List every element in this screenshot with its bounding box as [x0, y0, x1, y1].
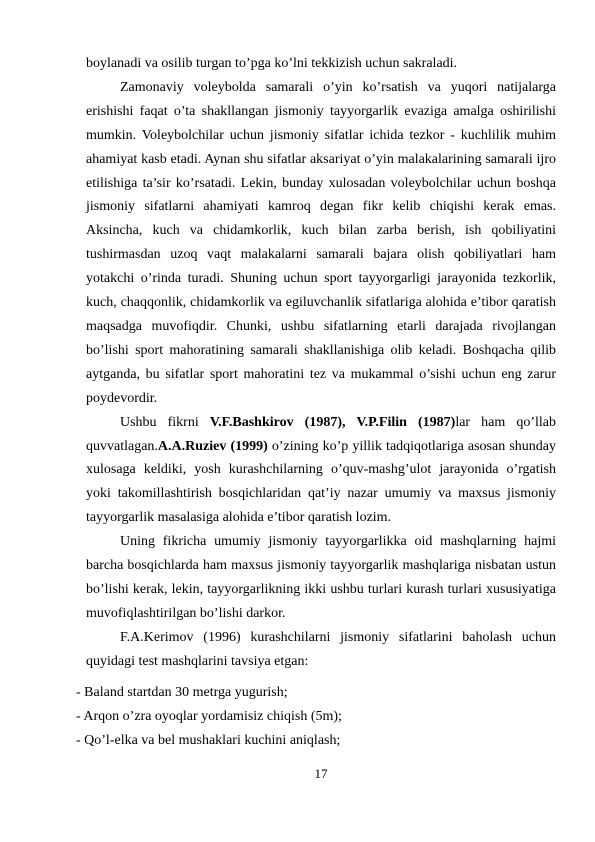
paragraph-3-text-b: lar ham qo’llab quvvatlagan. [86, 414, 556, 454]
paragraph-3 [86, 411, 556, 531]
list-item: - Baland startdan 30 metrga yugurish; [76, 685, 288, 700]
paragraph-4: Uning fikricha umumiy jismoniy tayyorgarlikka oid mashqlarning hajmi barcha bosqichlarda ham maxsus jismoniy tayyorgarlik mashqlariga nisbatan ustun bo’lishi kerak, lekin, tayyorgarlikning ikki ushbu turlari kurash turlari xususiyatiga muvofiqlashtirilgan bo’lishi darkor. [86, 534, 556, 621]
paragraph-5: F.A.Kerimov (1996) kurashchilarni jismoniy sifatlarini baholash uchun quyidagi test mashqlarini tavsiya etgan: [86, 629, 556, 669]
paragraph-2: Zamonaviy voleybolda samarali o’yin ko’rsatish va yuqori natijalarga erishishi faqat o’ta shakllangan jismoniy tayyorgarlik evaziga amalga oshirilishi mumkin. Voleybolchilar uchun jismoniy sifatlar ichida tezkor - kuchlilik muhim ahamiyat kasb etadi. Aynan shu sifatlar aksariyat o’yin malakalarining samarali ijro etilishiga ta’sir ko’rsatadi. Lekin, bunday xulosadan voleybolchilar uchun boshqa jismoniy sifatlarni ahamiyati kamroq degan fikr kelib chiqishi kerak emas. Aksincha, kuch va chidamkorlik, kuch bilan zarba berish, ish qobiliyatini tushirmasdan uzoq vaqt malakalarni samarali bajara olish qobiliyatlari ham yotakchi o’rinda turadi. Shuning uchun sport tayyorgarligi jarayonida tezkorlik, kuch, chaqqonlik, chidamkorlik va egiluvchanlik sifatlariga alohida e’tibor qaratish maqsadga muvofiqdir. Chunki, ushbu sifatlarning etarli darajada rivojlangan bo’lishi sport mahoratining samarali shakllanishiga olib keladi. Boshqacha qilib aytganda, bu sifatlar sport mahoratini tez va mukammal o’sishi uchun eng zarur poydevordir. [86, 79, 556, 406]
list-item: - Qo’l-elka va bel mushaklari kuchini aniqlash; [76, 732, 341, 748]
citation-bashkirov-filin: V.F.Bashkirov (1987), V.P.Filin (1987) [209, 414, 456, 430]
list-item: - Arqon o’zra oyoqlar yordamisiz chiqish (5m); [76, 708, 342, 724]
citation-ruziev: A.A.Ruziev (1999) [157, 438, 268, 454]
paragraph-3-text-c: o’zining ko’p yillik tadqiqotlariga asosan shunday xulosaga keldiki, yosh kurashchilarning o’quv-mashg’ulot jarayonida o’rgatish yoki takomillashtirish bosqichlaridan qat’iy nazar umumiy va maxsus jismoniy tayyorgarlik masalasiga alohida e’tibor qaratish lozim. [86, 438, 556, 526]
test-exercise-list [76, 681, 556, 753]
paragraph-1: boylanadi va osilib turgan to’pga ko’lni tekkizish uchun sakraladi. [86, 56, 458, 71]
paragraph-3-text-a: Ushbu fikrni [120, 414, 210, 430]
page-number: 17 [314, 766, 328, 781]
body-text [86, 52, 556, 674]
